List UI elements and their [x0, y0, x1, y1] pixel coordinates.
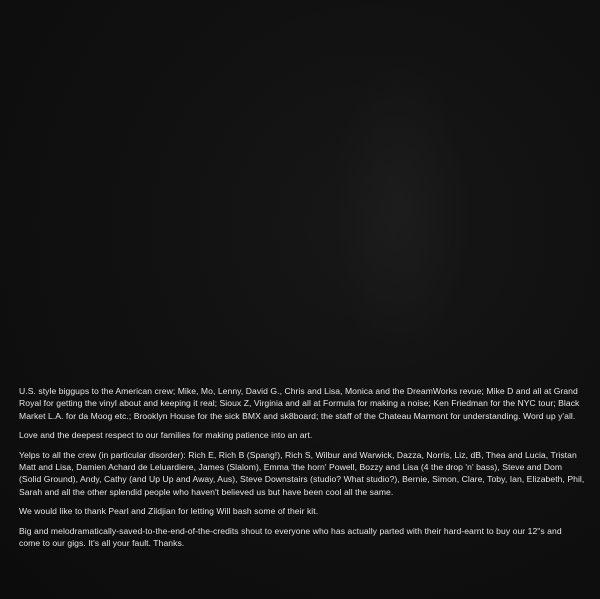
credits-paragraph-families: Love and the deepest respect to our families for making patience into an art. — [19, 430, 313, 441]
credits-paragraph-shout: Big and melodramatically-saved-to-the-end-of-the-credits shout to everyone who has actually parted with their hard-earnt to buy our 12"s and come to our gigs. It's all your fault. Thanks. — [19, 525, 562, 549]
credits-text-block — [19, 385, 585, 556]
credits-paragraph-us-crew: U.S. style biggups to the American crew; Mike, Mo, Lenny, David G., Chris and Lisa, Monica and the DreamWorks revue; Mike D and all at Grand Royal for getting the vinyl about and keeping it real; Sioux Z, Virginia and all at Formula for making a noise; Ken Friedman for the NYC tour; Black Market L.A. for da Moog etc.; Brooklyn House for the sick BMX and sk8board; the staff of the Chateau Marmont for understanding. Word up y'all. — [19, 386, 580, 421]
credits-paragraph-crew: Yelps to all the crew (in particular disorder): Rich E, Rich B (Spang!), Rich S, Wilbur and Warwick, Dazza, Norris, Liz, dB, Thea and Lucia, Tristan Matt and Lisa, Damien Achard de Leluardiere, James (Slalom), Emma 'the horn' Powell, Bozzy and Lisa (4 the drop 'n' bass), Steve and Dom (Solid Ground), Andy, Cathy (and Up Up and Away, Aus), Steve Downstairs (studio? What studio?), Bernie, Simon, Clare, Toby, Ian, Elizabeth, Phil, Sarah and all the other splendid people who haven't believed us but have been cool all the same. — [19, 449, 585, 497]
background-figure — [330, 60, 470, 360]
credits-paragraph-thanks-kit: We would like to thank Pearl and Zildjian for letting Will bash some of their kit. — [19, 506, 319, 517]
